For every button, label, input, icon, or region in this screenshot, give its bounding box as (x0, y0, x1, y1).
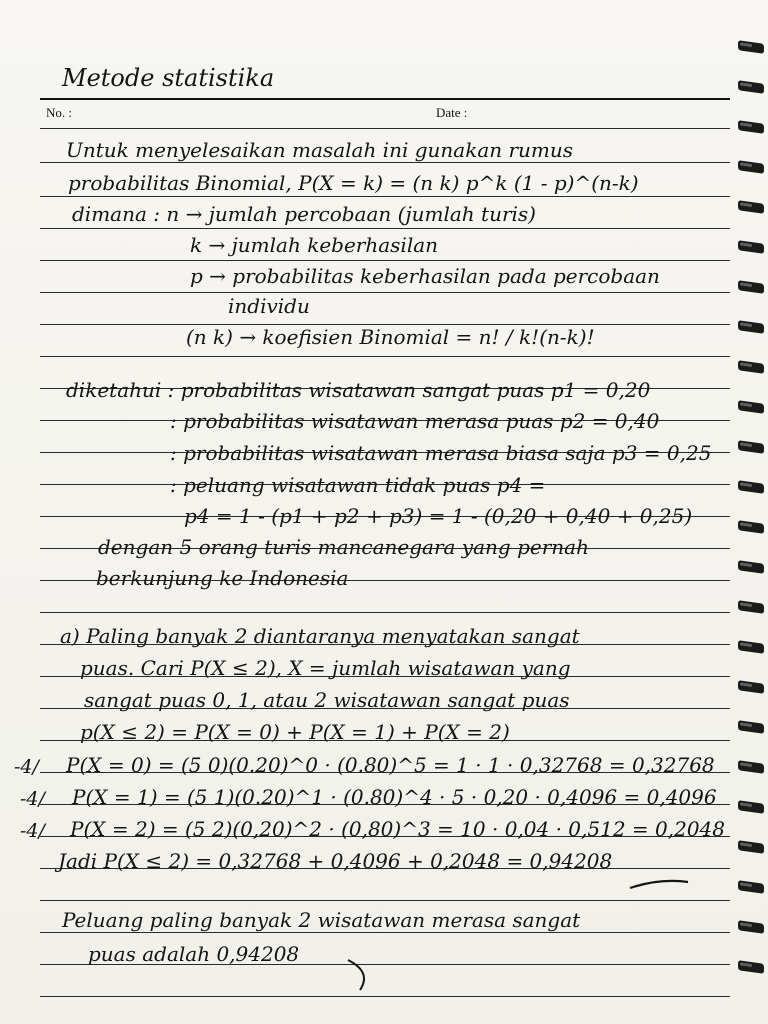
text-line: Peluang paling banyak 2 wisatawan merasa sangat (62, 908, 581, 932)
text-line: dengan 5 orang turis mancanegara yang pernah (98, 535, 589, 559)
text-line: p(X ≤ 2) = P(X = 0) + P(X = 1) + P(X = 2) (80, 720, 510, 744)
underline-stroke (630, 881, 688, 888)
page-title: Metode statistika (62, 64, 275, 92)
text-line: p → probabilitas keberhasilan pada percobaan (190, 264, 660, 288)
text-line: berkunjung ke Indonesia (96, 566, 349, 590)
text-line: k → jumlah keberhasilan (190, 233, 439, 257)
text-line: probabilitas Binomial, P(X = k) = (n k) p^k (1 - p)^(n-k) (68, 171, 639, 195)
text-line: sangat puas 0, 1, atau 2 wisatawan sangat puas (84, 688, 570, 712)
text-line: (n k) → koefisien Binomial = n! / k!(n-k)! (186, 325, 595, 349)
text-line: P(X = 1) = (5 1)(0.20)^1 · (0.80)^4 · 5 · 0,20 · 0,4096 = 0,4096 (72, 785, 717, 809)
text-line: Untuk menyelesaikan masalah ini gunakan rumus (66, 138, 574, 162)
text-line: : probabilitas wisatawan merasa puas p2 = 0,40 (170, 409, 660, 433)
text-line: dimana : n → jumlah percobaan (jumlah turis) (72, 202, 536, 226)
text-line: : probabilitas wisatawan merasa biasa saja p3 = 0,25 (170, 441, 712, 465)
text-line: puas. Cari P(X ≤ 2), X = jumlah wisatawan yang (80, 656, 571, 680)
text-line: P(X = 2) = (5 2)(0,20)^2 · (0,80)^3 = 10 · 0,04 · 0,512 = 0,2048 (70, 817, 725, 841)
text-line: diketahui : probabilitas wisatawan sangat puas p1 = 0,20 (66, 378, 651, 402)
date-label: Date : (436, 105, 468, 120)
end-mark-stroke (348, 960, 364, 990)
text-line: Jadi P(X ≤ 2) = 0,32768 + 0,4096 + 0,2048 = 0,94208 (58, 849, 613, 873)
margin-mark: -4/ (20, 820, 45, 842)
text-line: a) Paling banyak 2 diantaranya menyatakan sangat (60, 624, 580, 648)
text-line: individu (228, 294, 310, 318)
margin-mark: -4/ (14, 756, 39, 778)
no-label: No. : (46, 105, 72, 120)
text-line: P(X = 0) = (5 0)(0.20)^0 · (0.80)^5 = 1 · 1 · 0,32768 = 0,32768 (66, 753, 715, 777)
margin-mark: -4/ (20, 788, 45, 810)
text-line: p4 = 1 - (p1 + p2 + p3) = 1 - (0,20 + 0,40 + 0,25) (184, 504, 693, 528)
text-line: puas adalah 0,94208 (88, 942, 300, 966)
text-line: : peluang wisatawan tidak puas p4 = (170, 473, 546, 497)
